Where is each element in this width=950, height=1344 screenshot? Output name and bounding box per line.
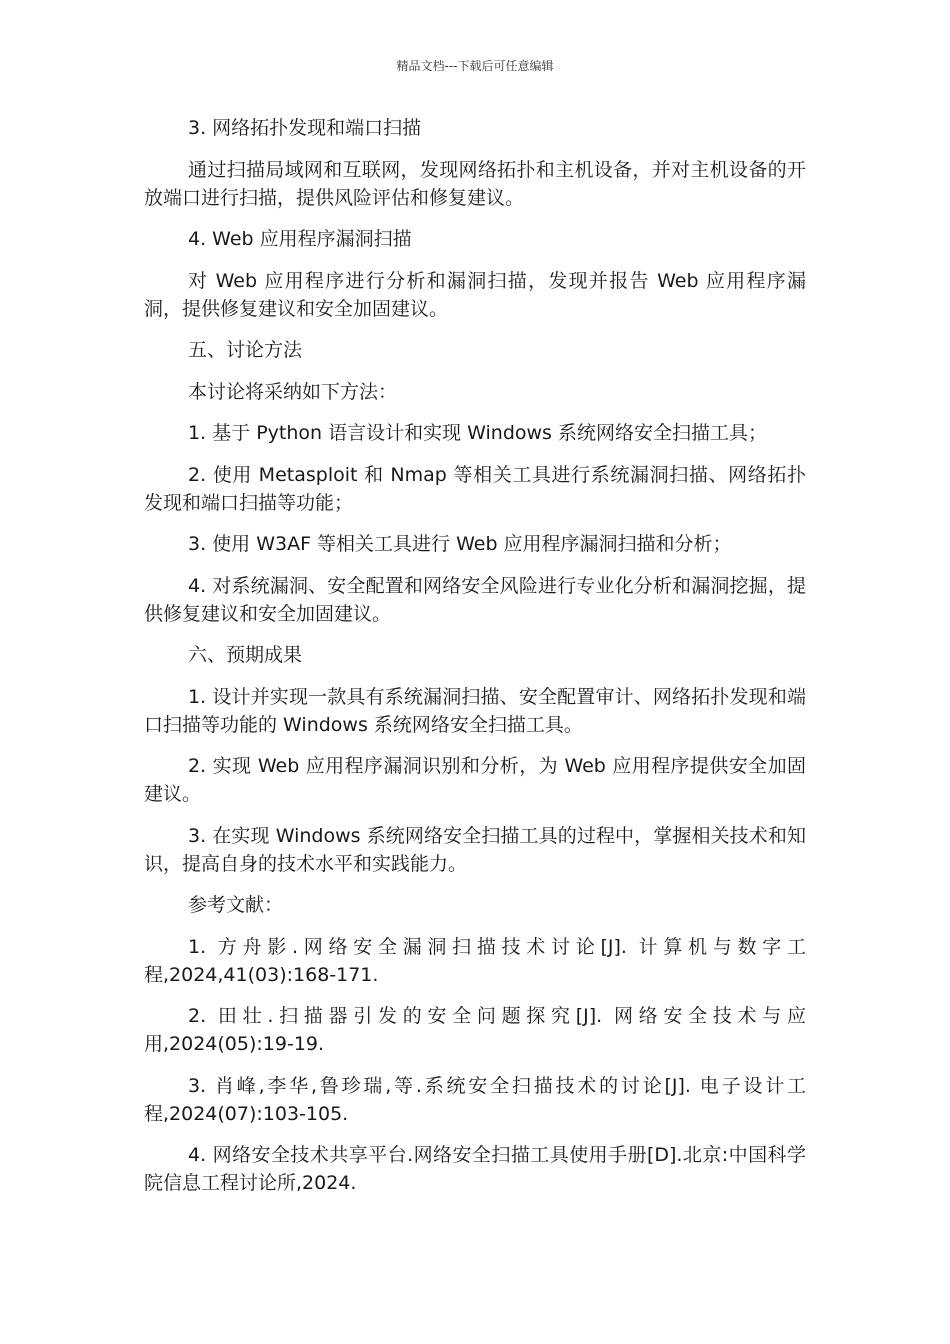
method-item-4: 4. 对系统漏洞、安全配置和网络安全风险进行专业化分析和漏洞挖掘，提供修复建议和安全加固建议。 <box>144 574 806 625</box>
result-item-1: 1. 设计并实现一款具有系统漏洞扫描、安全配置审计、网络拓扑发现和端口扫描等功能的 Windows 系统网络安全扫描工具。 <box>144 685 806 736</box>
section-heading-references: 参考文献： <box>188 894 284 916</box>
method-item-1: 1. 基于 Python 语言设计和实现 Windows 系统网络安全扫描工具； <box>188 422 768 444</box>
section-heading-web-scan: 4. Web 应用程序漏洞扫描 <box>188 228 412 250</box>
section-heading-expected-results: 六、预期成果 <box>188 644 303 666</box>
reference-item-2: 2. 田壮.扫描器引发的安全问题探究[J]. 网络安全技术与应用,2024(05):19-19. <box>144 1005 806 1055</box>
document-body <box>144 114 806 1211</box>
method-item-3: 3. 使用 W3AF 等相关工具进行 Web 应用程序漏洞扫描和分析； <box>188 533 732 555</box>
paragraph-web-scan-desc: 对 Web 应用程序进行分析和漏洞扫描，发现并报告 Web 应用程序漏洞，提供修复建议和安全加固建议。 <box>144 269 806 320</box>
page-header: 精品文档---下载后可任意编辑 <box>396 59 554 73</box>
method-item-2: 2. 使用 Metasploit 和 Nmap 等相关工具进行系统漏洞扫描、网络拓扑发现和端口扫描等功能； <box>144 463 806 514</box>
result-item-3: 3. 在实现 Windows 系统网络安全扫描工具的过程中，掌握相关技术和知识，提高自身的技术水平和实践能力。 <box>144 824 806 875</box>
reference-item-4: 4. 网络安全技术共享平台.网络安全扫描工具使用手册[D].北京:中国科学院信息工程讨论所,2024. <box>144 1144 806 1194</box>
result-item-2: 2. 实现 Web 应用程序漏洞识别和分析，为 Web 应用程序提供安全加固建议。 <box>144 755 806 805</box>
section-heading-methods: 五、讨论方法 <box>188 339 303 361</box>
reference-item-3: 3. 肖峰,李华,鲁珍瑞,等.系统安全扫描技术的讨论[J]. 电子设计工程,2024(07):103-105. <box>144 1074 806 1125</box>
paragraph-network-topology-desc: 通过扫描局域网和互联网，发现网络拓扑和主机设备，并对主机设备的开放端口进行扫描，提供风险评估和修复建议。 <box>144 158 806 209</box>
reference-item-1: 1. 方舟影.网络安全漏洞扫描技术讨论[J]. 计算机与数字工程,2024,41(03):168-171. <box>144 935 806 986</box>
section-heading-network-topology: 3. 网络拓扑发现和端口扫描 <box>188 117 422 139</box>
paragraph-methods-intro: 本讨论将采纳如下方法： <box>188 380 398 403</box>
